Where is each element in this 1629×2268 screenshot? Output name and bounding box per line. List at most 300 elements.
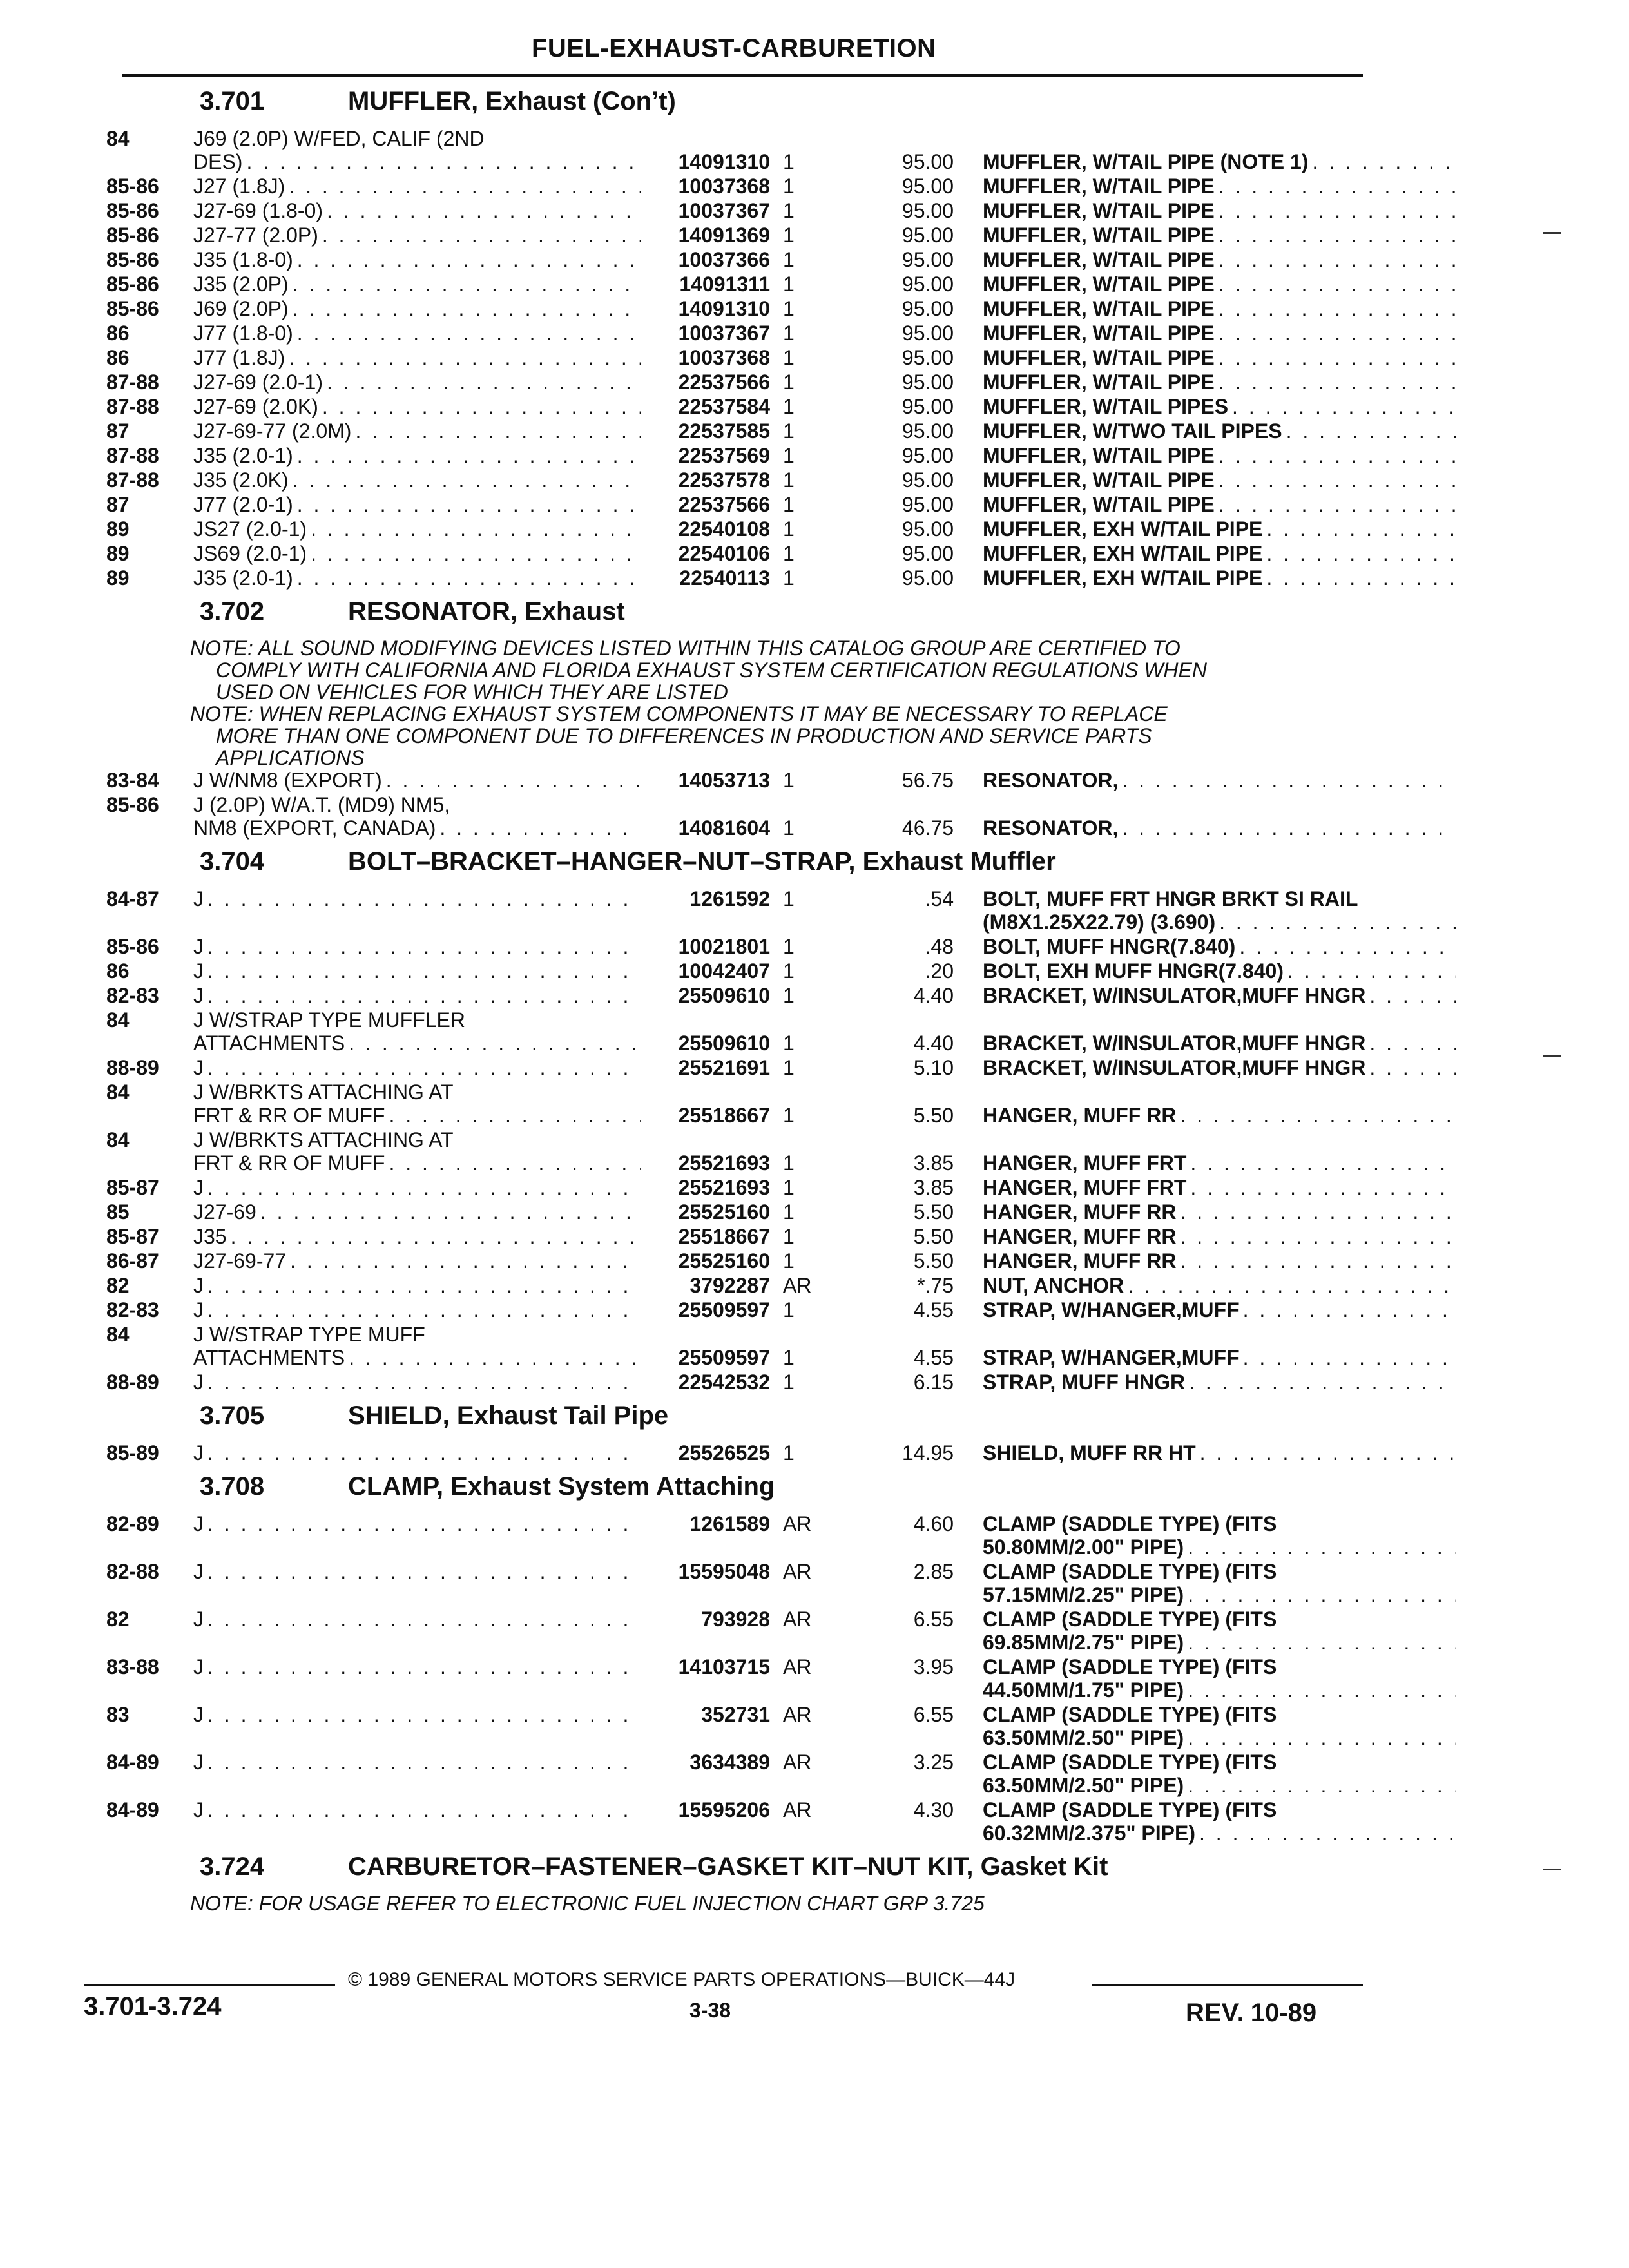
section-heading	[106, 81, 1369, 127]
part-row	[106, 984, 1369, 1008]
quantity: 1	[783, 493, 795, 516]
leader-dots	[1219, 346, 1456, 369]
model-years: 85-87	[106, 1176, 159, 1199]
model-years: 89	[106, 566, 130, 590]
price: 95.00	[901, 419, 954, 443]
description-text: J27-69 (1.8-0)	[193, 199, 323, 222]
part-name-line	[983, 816, 1460, 840]
part-number: 22540113	[679, 566, 770, 590]
part-name	[983, 1249, 1460, 1273]
description-text: J27-69-77	[193, 1249, 287, 1273]
copyright-text: © 1989 GENERAL MOTORS SERVICE PARTS OPERATIONS—BUICK—44J	[348, 1969, 1016, 1990]
description-text: J W/STRAP TYPE MUFFLER	[193, 1008, 465, 1032]
part-name-text: NUT, ANCHOR	[983, 1274, 1124, 1297]
part-name-line	[983, 1056, 1460, 1079]
model-years: 89	[106, 517, 130, 541]
part-number: 15595206	[678, 1798, 770, 1821]
leader-dots	[1219, 493, 1456, 516]
model-years: 82-83	[106, 984, 159, 1007]
part-name-text: 44.50MM/1.75" PIPE)	[983, 1678, 1184, 1702]
part-number: 352731	[701, 1703, 770, 1726]
leader-dots	[1312, 150, 1456, 173]
price: 4.55	[913, 1346, 954, 1369]
model-years: 85-86	[106, 175, 159, 198]
part-name-text: CLAMP (SADDLE TYPE) (FITS	[983, 1655, 1277, 1678]
part-name-text: MUFFLER, EXH W/TAIL PIPE	[983, 566, 1263, 590]
description-text: J27-69	[193, 1200, 256, 1224]
model-years: 87-88	[106, 444, 159, 467]
part-name-text: BOLT, MUFF FRT HNGR BRKT SI RAIL	[983, 887, 1358, 910]
leader-dots	[1122, 769, 1456, 792]
description-text: ATTACHMENTS	[193, 1346, 345, 1369]
description-text: J	[193, 1056, 204, 1079]
part-row	[106, 935, 1369, 959]
part-name-line	[983, 224, 1460, 247]
revision-date: REV. 10-89	[1186, 1999, 1317, 2027]
part-name-text: (M8X1.25X22.79) (3.690)	[983, 910, 1216, 934]
part-name-line	[983, 1225, 1460, 1248]
price: 56.75	[901, 769, 954, 792]
leader-dots	[1188, 1678, 1456, 1702]
leader-dots	[1369, 984, 1456, 1007]
leader-dots	[1219, 297, 1456, 320]
part-number: 10037368	[678, 175, 770, 198]
part-name-text: MUFFLER, W/TAIL PIPE	[983, 322, 1215, 345]
price: 4.55	[913, 1298, 954, 1321]
part-number: 22537566	[678, 493, 770, 516]
part-name-text: 57.15MM/2.25" PIPE)	[983, 1583, 1184, 1606]
part-row	[106, 444, 1369, 468]
description-text: J69 (2.0P) W/FED, CALIF (2ND	[193, 127, 485, 150]
model-years: 84-89	[106, 1798, 159, 1821]
description-text: J27-69 (2.0-1)	[193, 370, 323, 394]
leader-dots	[1180, 1225, 1456, 1248]
part-row	[106, 346, 1369, 370]
description-text: J	[193, 1370, 204, 1394]
part-name-text: 50.80MM/2.00" PIPE)	[983, 1535, 1184, 1559]
description-text: DES)	[193, 150, 243, 173]
price: 6.15	[913, 1370, 954, 1394]
part-row	[106, 1298, 1369, 1323]
part-name-text: RESONATOR,	[983, 816, 1119, 840]
part-name	[983, 444, 1460, 467]
part-name-line	[983, 1631, 1460, 1654]
quantity: 1	[783, 346, 795, 369]
part-name-text: HANGER, MUFF FRT	[983, 1151, 1187, 1175]
part-name-line	[983, 1703, 1460, 1726]
section-number: 3.708	[200, 1472, 265, 1501]
part-name	[983, 1200, 1460, 1224]
part-name-line	[983, 1583, 1460, 1606]
part-number: 15595048	[678, 1560, 770, 1583]
part-name-line	[983, 1298, 1460, 1321]
description-text: J	[193, 1441, 204, 1465]
part-name	[983, 959, 1460, 983]
leader-dots	[1180, 1200, 1456, 1224]
note-line: NOTE: FOR USAGE REFER TO ELECTRONIC FUEL INJECTION CHART GRP 3.725	[190, 1892, 985, 1915]
part-name-line	[983, 297, 1460, 320]
leader-dots	[1188, 1726, 1456, 1749]
part-name	[983, 224, 1460, 247]
price: .54	[925, 887, 954, 910]
part-number: 14091310	[678, 150, 770, 173]
part-name	[983, 769, 1460, 792]
part-row	[106, 370, 1369, 395]
model-years: 85-86	[106, 935, 159, 958]
part-name-line	[983, 1151, 1460, 1175]
part-name	[983, 1608, 1460, 1654]
part-name-text: MUFFLER, W/TAIL PIPE	[983, 248, 1215, 271]
part-number: 25509610	[678, 984, 770, 1007]
part-name	[983, 419, 1460, 443]
part-name-text: MUFFLER, W/TAIL PIPE (NOTE 1)	[983, 150, 1309, 173]
model-years: 85-86	[106, 199, 159, 222]
part-number: 25521693	[678, 1151, 770, 1175]
part-name-line	[983, 395, 1460, 418]
description-text: FRT & RR OF MUFF	[193, 1151, 385, 1175]
description-line	[193, 793, 644, 816]
part-name	[983, 468, 1460, 492]
description-text: J	[193, 1798, 204, 1821]
quantity: AR	[783, 1798, 812, 1821]
quantity: 1	[783, 1200, 795, 1224]
part-name-line	[983, 959, 1460, 983]
page-number: 3-38	[689, 1999, 731, 2022]
model-years: 86	[106, 346, 130, 369]
part-name-line	[983, 1678, 1460, 1702]
part-number: 10037366	[678, 248, 770, 271]
part-name-text: MUFFLER, EXH W/TAIL PIPE	[983, 542, 1263, 565]
description-text: J	[193, 1298, 204, 1321]
part-number: 22537585	[678, 419, 770, 443]
section-note	[106, 703, 1369, 769]
quantity: AR	[783, 1655, 812, 1678]
part-name-line	[983, 887, 1460, 910]
quantity: 1	[783, 816, 795, 840]
footer-rule-right	[1092, 1984, 1363, 1986]
part-name	[983, 150, 1460, 173]
model-years: 82-83	[106, 1298, 159, 1321]
part-name-line	[983, 1346, 1460, 1369]
part-number: 3792287	[689, 1274, 770, 1297]
part-name-text: MUFFLER, EXH W/TAIL PIPE	[983, 517, 1263, 541]
leader-dots	[1219, 370, 1456, 394]
part-row	[106, 1323, 1369, 1370]
leader-dots	[1190, 1176, 1456, 1199]
price: 95.00	[901, 370, 954, 394]
part-row	[106, 322, 1369, 346]
section-heading	[106, 1466, 1369, 1512]
part-name	[983, 1751, 1460, 1797]
part-name-text: 69.85MM/2.75" PIPE)	[983, 1631, 1184, 1654]
part-name	[983, 1560, 1460, 1606]
part-number: 25526525	[678, 1441, 770, 1465]
leader-dots	[1266, 517, 1456, 541]
quantity: 1	[783, 959, 795, 983]
section-heading	[106, 1395, 1369, 1441]
price: 95.00	[901, 566, 954, 590]
model-years: 85-86	[106, 273, 159, 296]
part-row	[106, 1128, 1369, 1176]
part-name-text: RESONATOR,	[983, 769, 1119, 792]
description-text: J	[193, 1655, 204, 1678]
quantity: 1	[783, 1346, 795, 1369]
part-name	[983, 542, 1460, 565]
model-years: 83-88	[106, 1655, 159, 1678]
page-title: FUEL-EXHAUST-CARBURETION	[532, 34, 936, 62]
part-name-line	[983, 199, 1460, 222]
model-years: 82	[106, 1608, 130, 1631]
price: 95.00	[901, 444, 954, 467]
part-number: 1261592	[689, 887, 770, 910]
leader-dots	[1219, 910, 1456, 934]
section-number: 3.724	[200, 1852, 265, 1881]
description-text: J W/BRKTS ATTACHING AT	[193, 1081, 454, 1104]
quantity: 1	[783, 1056, 795, 1079]
description-text: JS69 (2.0-1)	[193, 542, 307, 565]
model-years: 84	[106, 1081, 130, 1104]
part-name	[983, 984, 1460, 1007]
description-text: J27-69 (2.0K)	[193, 395, 318, 418]
description-text: J	[193, 1608, 204, 1631]
model-years: 82	[106, 1274, 130, 1297]
page-header	[122, 29, 1363, 84]
edge-mark	[1543, 232, 1561, 234]
part-name-line	[983, 1751, 1460, 1774]
part-number: 14091310	[678, 297, 770, 320]
leader-dots	[1200, 1441, 1456, 1465]
part-name	[983, 816, 1460, 840]
description-line	[193, 1008, 644, 1032]
leader-dots	[1266, 566, 1456, 590]
price: 46.75	[901, 816, 954, 840]
part-name-line	[983, 1032, 1460, 1055]
part-name-text: MUFFLER, W/TAIL PIPE	[983, 346, 1215, 369]
leader-dots	[1188, 1631, 1456, 1654]
part-name-text: BOLT, EXH MUFF HNGR(7.840)	[983, 959, 1284, 983]
description-text: J	[193, 935, 204, 958]
part-name	[983, 935, 1460, 958]
quantity: AR	[783, 1512, 812, 1535]
leader-dots	[1219, 273, 1456, 296]
part-name	[983, 1274, 1460, 1297]
description-text: J27-69-77 (2.0M)	[193, 419, 352, 443]
model-years: 84-87	[106, 887, 159, 910]
quantity: 1	[783, 1032, 795, 1055]
part-name-text: MUFFLER, W/TAIL PIPE	[983, 370, 1215, 394]
part-number: 25509597	[678, 1346, 770, 1369]
price: 5.50	[913, 1249, 954, 1273]
part-name-line	[983, 150, 1460, 173]
part-number: 14103715	[678, 1655, 770, 1678]
part-name-text: HANGER, MUFF RR	[983, 1225, 1177, 1248]
part-name	[983, 1441, 1460, 1465]
part-name-text: MUFFLER, W/TAIL PIPE	[983, 273, 1215, 296]
part-name-line	[983, 1249, 1460, 1273]
model-years: 84	[106, 127, 130, 150]
part-number: 22542532	[678, 1370, 770, 1394]
part-name-line	[983, 1512, 1460, 1535]
leader-dots	[1232, 395, 1456, 418]
description-text: J77 (1.8J)	[193, 346, 285, 369]
part-name-text: BOLT, MUFF HNGR(7.840)	[983, 935, 1236, 958]
quantity: 1	[783, 297, 795, 320]
part-row	[106, 1703, 1369, 1751]
description-text: J	[193, 959, 204, 983]
part-name	[983, 1032, 1460, 1055]
part-number: 22540106	[678, 542, 770, 565]
part-name	[983, 199, 1460, 222]
price: .20	[925, 959, 954, 983]
model-years: 84	[106, 1008, 130, 1032]
description-line	[193, 127, 644, 150]
description-text: J77 (1.8-0)	[193, 322, 293, 345]
section-number: 3.701	[200, 87, 265, 115]
quantity: 1	[783, 370, 795, 394]
description-text: J77 (2.0-1)	[193, 493, 293, 516]
part-name-line	[983, 1655, 1460, 1678]
part-name	[983, 395, 1460, 418]
part-name-line	[983, 1200, 1460, 1224]
part-name	[983, 273, 1460, 296]
quantity: 1	[783, 1298, 795, 1321]
quantity: 1	[783, 1151, 795, 1175]
part-name-line	[983, 1608, 1460, 1631]
part-name-line	[983, 1370, 1460, 1394]
note-line: COMPLY WITH CALIFORNIA AND FLORIDA EXHAUST SYSTEM CERTIFICATION REGULATIONS WHEN	[216, 658, 1207, 682]
part-row	[106, 887, 1369, 935]
part-name	[983, 1104, 1460, 1127]
model-years: 87-88	[106, 395, 159, 418]
section-name: SHIELD, Exhaust Tail Pipe	[348, 1401, 669, 1430]
description-text: J (2.0P) W/A.T. (MD9) NM5,	[193, 793, 450, 816]
part-name-line	[983, 1798, 1460, 1821]
leader-dots	[1188, 1583, 1456, 1606]
part-name	[983, 1512, 1460, 1559]
leader-dots	[1286, 419, 1456, 443]
part-number: 10037368	[678, 346, 770, 369]
part-number: 25521691	[678, 1056, 770, 1079]
header-rule	[122, 74, 1363, 77]
quantity: 1	[783, 150, 795, 173]
part-name-line	[983, 273, 1460, 296]
part-name-text: MUFFLER, W/TAIL PIPE	[983, 175, 1215, 198]
model-years: 87-88	[106, 468, 159, 492]
price: 3.85	[913, 1151, 954, 1175]
part-name-text: STRAP, W/HANGER,MUFF	[983, 1298, 1239, 1321]
description-text: J35 (2.0K)	[193, 468, 289, 492]
part-number: 25518667	[678, 1104, 770, 1127]
description-text: J W/NM8 (EXPORT)	[193, 769, 382, 792]
part-name	[983, 887, 1460, 934]
model-years: 83	[106, 1703, 130, 1726]
model-years: 85	[106, 1200, 130, 1224]
section-number: 3.704	[200, 847, 265, 876]
part-name-line	[983, 1535, 1460, 1559]
part-name-text: CLAMP (SADDLE TYPE) (FITS	[983, 1560, 1277, 1583]
part-row	[106, 1655, 1369, 1703]
edge-mark	[1543, 1055, 1561, 1057]
part-name	[983, 1655, 1460, 1702]
part-name	[983, 566, 1460, 590]
description-text: J	[193, 1512, 204, 1535]
part-row	[106, 199, 1369, 224]
part-name-line	[983, 175, 1460, 198]
part-number: 10021801	[678, 935, 770, 958]
price: 6.55	[913, 1608, 954, 1631]
leader-dots	[1219, 248, 1456, 271]
part-row	[106, 493, 1369, 517]
note-line: APPLICATIONS	[216, 746, 365, 769]
part-name-line	[983, 1441, 1460, 1465]
part-name-line	[983, 1726, 1460, 1749]
quantity: AR	[783, 1703, 812, 1726]
part-name-text: MUFFLER, W/TAIL PIPE	[983, 493, 1215, 516]
description-text: J	[193, 1274, 204, 1297]
leader-dots	[1266, 542, 1456, 565]
model-years: 85-86	[106, 248, 159, 271]
part-row	[106, 959, 1369, 984]
section-note	[106, 637, 1369, 703]
part-name-text: 63.50MM/2.50" PIPE)	[983, 1774, 1184, 1797]
leader-dots	[1219, 175, 1456, 198]
leader-dots	[1219, 468, 1456, 492]
price: 95.00	[901, 199, 954, 222]
edge-mark	[1543, 1869, 1561, 1870]
part-name-line	[983, 370, 1460, 394]
part-name-line	[983, 346, 1460, 369]
description-text: J27-77 (2.0P)	[193, 224, 318, 247]
quantity: 1	[783, 887, 795, 910]
part-number: 3634389	[689, 1751, 770, 1774]
note-line: NOTE: WHEN REPLACING EXHAUST SYSTEM COMPONENTS IT MAY BE NECESSARY TO REPLACE	[190, 702, 1168, 726]
price: 95.00	[901, 517, 954, 541]
model-years: 85-87	[106, 1225, 159, 1248]
leader-dots	[1243, 1298, 1456, 1321]
quantity: 1	[783, 468, 795, 492]
part-name-text: HANGER, MUFF RR	[983, 1200, 1177, 1224]
page-footer	[84, 1952, 1373, 2049]
part-name-text: BRACKET, W/INSULATOR,MUFF HNGR	[983, 1056, 1366, 1079]
model-years: 87	[106, 493, 130, 516]
part-row	[106, 1798, 1369, 1846]
part-name-text: CLAMP (SADDLE TYPE) (FITS	[983, 1608, 1277, 1631]
price: 5.50	[913, 1225, 954, 1248]
price: 95.00	[901, 248, 954, 271]
quantity: 1	[783, 1441, 795, 1465]
part-number: 22537578	[678, 468, 770, 492]
description-text: J	[193, 1703, 204, 1726]
part-name-line	[983, 444, 1460, 467]
description-text: J W/STRAP TYPE MUFF	[193, 1323, 425, 1346]
part-number: 25509597	[678, 1298, 770, 1321]
part-row	[106, 273, 1369, 297]
quantity: 1	[783, 1370, 795, 1394]
description-text: J69 (2.0P)	[193, 297, 289, 320]
part-row	[106, 297, 1369, 322]
price: 5.50	[913, 1104, 954, 1127]
section-note	[106, 1892, 1369, 1914]
quantity: 1	[783, 199, 795, 222]
part-name-line	[983, 419, 1460, 443]
part-name	[983, 1225, 1460, 1248]
price: 3.25	[913, 1751, 954, 1774]
section-heading	[106, 591, 1369, 637]
part-name	[983, 1703, 1460, 1749]
leader-dots	[1188, 1774, 1456, 1797]
part-row	[106, 793, 1369, 841]
part-name-line	[983, 517, 1460, 541]
